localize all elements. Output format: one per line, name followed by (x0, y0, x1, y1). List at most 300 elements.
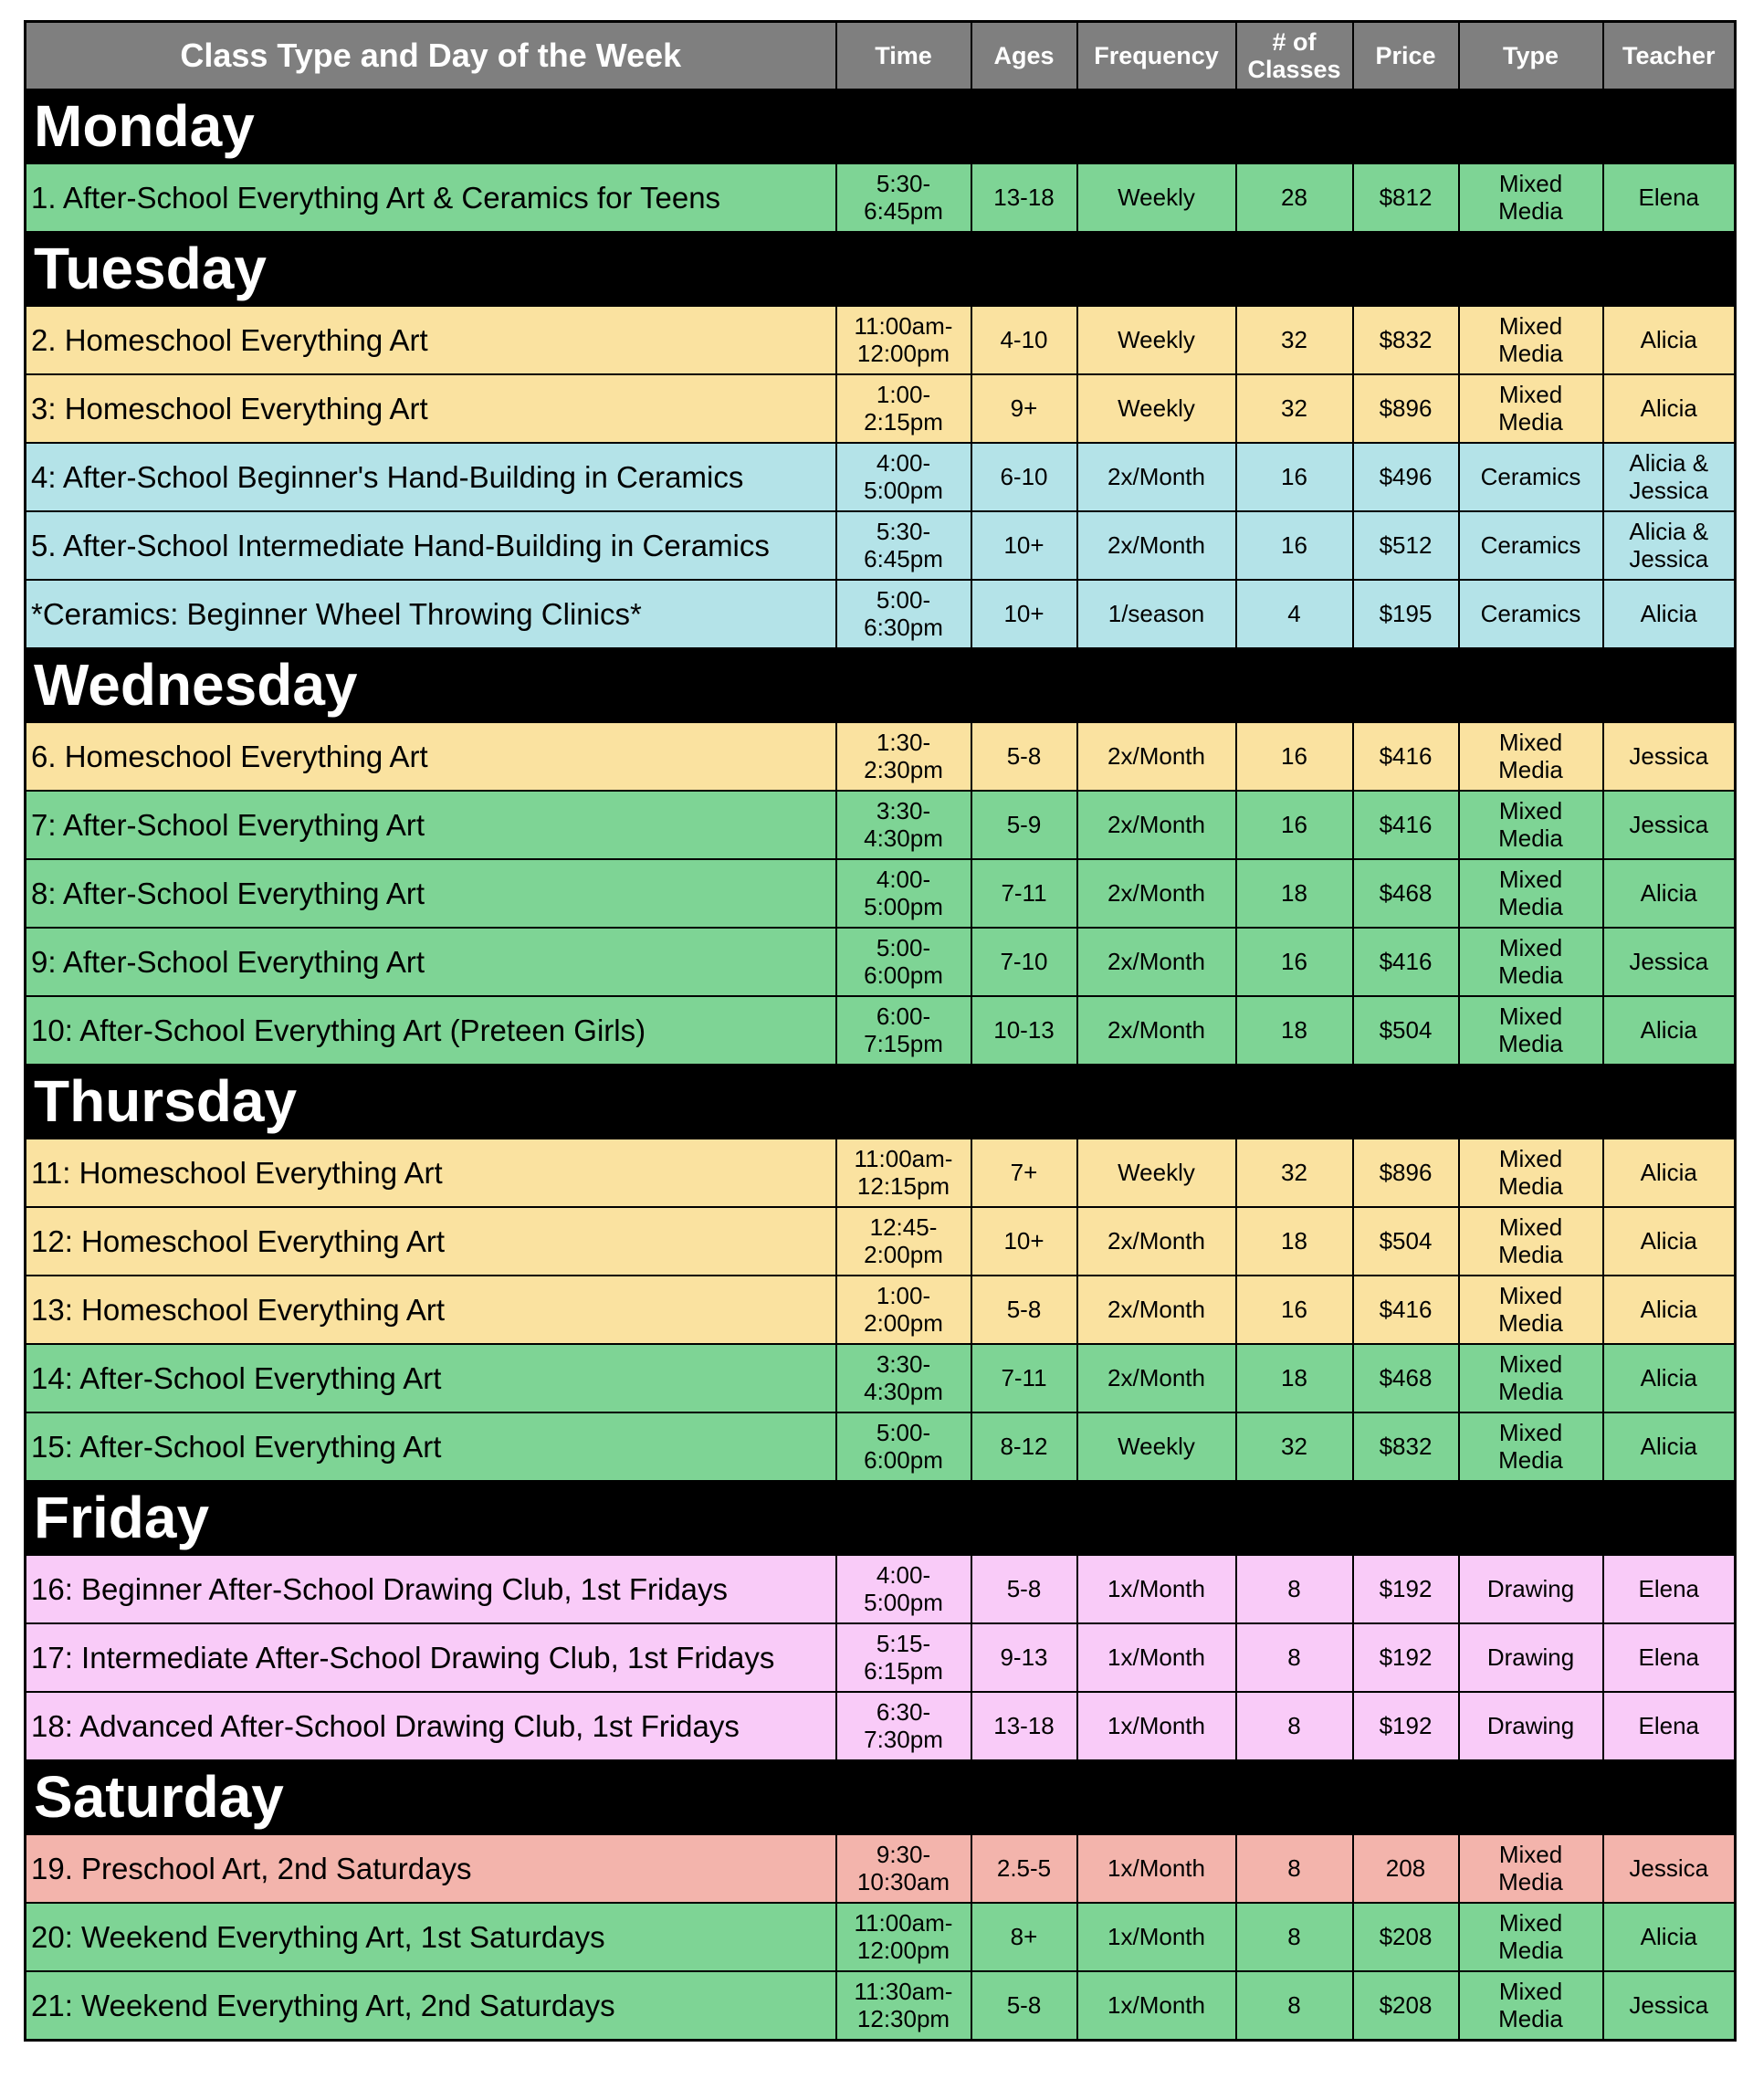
class-type (1459, 1412, 1603, 1481)
time-start: 5:30- (876, 517, 931, 545)
type-line1: Mixed (1498, 1418, 1563, 1446)
time-start: 4:00- (876, 1560, 931, 1589)
class-ages: 7-11 (971, 1344, 1077, 1412)
class-type (1459, 1276, 1603, 1344)
type-line1: Mixed (1498, 1840, 1563, 1868)
class-type (1459, 1971, 1603, 2041)
class-frequency: 1x/Month (1077, 1623, 1236, 1692)
class-name: 11: Homeschool Everything Art (26, 1139, 836, 1207)
class-price: $192 (1353, 1555, 1459, 1623)
type-line2: Media (1498, 755, 1563, 783)
class-teacher: Alicia (1603, 1903, 1736, 1971)
class-teacher: Alicia (1603, 1276, 1736, 1344)
type-line1: Mixed (1498, 1977, 1563, 2005)
type-line1: Mixed (1498, 1908, 1563, 1937)
class-row (26, 511, 1736, 580)
class-price: 208 (1353, 1834, 1459, 1903)
class-frequency: 2x/Month (1077, 1344, 1236, 1412)
teacher-line2: Jessica (1629, 476, 1709, 504)
type-line2: Media (1498, 1308, 1563, 1337)
class-type (1459, 791, 1603, 859)
class-price: $812 (1353, 163, 1459, 232)
class-teacher: Elena (1603, 1623, 1736, 1692)
class-frequency: 1x/Month (1077, 1834, 1236, 1903)
time-end: 5:00pm (864, 476, 943, 504)
time-start: 11:00am- (854, 311, 953, 340)
class-count: 32 (1236, 1412, 1353, 1481)
class-time (836, 1971, 971, 2041)
class-row (26, 1971, 1736, 2041)
time-start: 5:00- (876, 933, 931, 961)
class-teacher (1603, 511, 1736, 580)
time-start: 12:45- (869, 1213, 938, 1241)
class-ages: 9+ (971, 374, 1077, 443)
class-price: $195 (1353, 580, 1459, 648)
class-row (26, 1412, 1736, 1481)
class-row (26, 163, 1736, 232)
time-start: 4:00- (876, 865, 931, 893)
day-heading: Wednesday (26, 648, 1736, 722)
header-row (26, 22, 1736, 90)
class-time (836, 722, 971, 791)
class-name: 5. After-School Intermediate Hand-Building in Ceramics (26, 511, 836, 580)
time-start: 5:00- (876, 1418, 931, 1446)
class-ages: 8+ (971, 1903, 1077, 1971)
class-time (836, 1692, 971, 1760)
header-type: Type (1459, 22, 1603, 90)
class-time (836, 580, 971, 648)
type-line2: Media (1498, 407, 1563, 436)
class-ages: 5-9 (971, 791, 1077, 859)
time-end: 10:30am (856, 1867, 950, 1895)
class-count: 16 (1236, 443, 1353, 511)
class-teacher: Alicia (1603, 580, 1736, 648)
class-ages: 8-12 (971, 1412, 1077, 1481)
day-heading: Thursday (26, 1065, 1736, 1139)
type-line2: Media (1498, 1171, 1563, 1200)
class-name: 7: After-School Everything Art (26, 791, 836, 859)
class-row (26, 374, 1736, 443)
time-end: 5:00pm (864, 892, 943, 920)
class-ages: 7-10 (971, 928, 1077, 996)
class-time (836, 306, 971, 374)
time-end: 4:30pm (864, 824, 943, 852)
type-line1: Mixed (1498, 380, 1563, 408)
class-price: $504 (1353, 996, 1459, 1065)
type-line1: Mixed (1498, 796, 1563, 824)
type-line2: Media (1498, 824, 1563, 852)
time-start: 5:30- (876, 169, 931, 197)
teacher-line2: Jessica (1629, 544, 1709, 572)
class-name: 1. After-School Everything Art & Ceramics for Teens (26, 163, 836, 232)
class-name: 16: Beginner After-School Drawing Club, 1st Fridays (26, 1555, 836, 1623)
header-frequency: Frequency (1077, 22, 1236, 90)
time-start: 1:00- (876, 1281, 931, 1309)
time-end: 6:00pm (864, 961, 943, 989)
class-time (836, 1412, 971, 1481)
class-ages: 5-8 (971, 722, 1077, 791)
class-type (1459, 1834, 1603, 1903)
time-start: 5:15- (876, 1629, 931, 1657)
class-row (26, 1623, 1736, 1692)
class-frequency: 2x/Month (1077, 511, 1236, 580)
time-end: 6:45pm (864, 196, 943, 225)
class-time (836, 1555, 971, 1623)
class-type (1459, 1903, 1603, 1971)
class-ages: 6-10 (971, 443, 1077, 511)
class-type: Ceramics (1459, 580, 1603, 648)
class-time (836, 1276, 971, 1344)
class-row (26, 928, 1736, 996)
class-type: Ceramics (1459, 443, 1603, 511)
class-count: 32 (1236, 306, 1353, 374)
type-line1: Mixed (1498, 1002, 1563, 1030)
class-frequency: Weekly (1077, 1412, 1236, 1481)
teacher-line1: Alicia & (1629, 517, 1709, 545)
type-line2: Media (1498, 961, 1563, 989)
header-teacher: Teacher (1603, 22, 1736, 90)
type-line2: Media (1498, 1029, 1563, 1057)
class-teacher: Alicia (1603, 996, 1736, 1065)
class-frequency: Weekly (1077, 374, 1236, 443)
class-row (26, 1903, 1736, 1971)
time-start: 1:00- (876, 380, 931, 408)
class-count: 18 (1236, 1207, 1353, 1276)
time-end: 4:30pm (864, 1377, 943, 1405)
class-frequency: Weekly (1077, 306, 1236, 374)
class-name: 15: After-School Everything Art (26, 1412, 836, 1481)
class-frequency: 2x/Month (1077, 722, 1236, 791)
time-start: 6:00- (876, 1002, 931, 1030)
class-count: 16 (1236, 791, 1353, 859)
class-name: 19. Preschool Art, 2nd Saturdays (26, 1834, 836, 1903)
class-count: 8 (1236, 1555, 1353, 1623)
class-count: 18 (1236, 859, 1353, 928)
schedule-body (26, 89, 1736, 2041)
type-line1: Mixed (1498, 865, 1563, 893)
type-line1: Mixed (1498, 169, 1563, 197)
header-num-line1: # of (1272, 27, 1317, 56)
class-teacher: Alicia (1603, 1207, 1736, 1276)
class-teacher (1603, 443, 1736, 511)
class-row (26, 1834, 1736, 1903)
class-row (26, 1276, 1736, 1344)
class-price: $896 (1353, 1139, 1459, 1207)
day-row (26, 232, 1736, 306)
class-count: 16 (1236, 722, 1353, 791)
class-teacher: Alicia (1603, 306, 1736, 374)
class-frequency: 2x/Month (1077, 859, 1236, 928)
class-type (1459, 928, 1603, 996)
class-frequency: 1x/Month (1077, 1971, 1236, 2041)
day-row (26, 648, 1736, 722)
day-row (26, 1760, 1736, 1834)
class-price: $416 (1353, 1276, 1459, 1344)
class-ages: 9-13 (971, 1623, 1077, 1692)
class-row (26, 1207, 1736, 1276)
class-teacher: Elena (1603, 1555, 1736, 1623)
class-time (836, 996, 971, 1065)
class-count: 32 (1236, 1139, 1353, 1207)
time-end: 2:30pm (864, 755, 943, 783)
time-end: 7:30pm (864, 1725, 943, 1753)
class-time (836, 791, 971, 859)
class-type: Drawing (1459, 1555, 1603, 1623)
class-frequency: 2x/Month (1077, 1276, 1236, 1344)
class-time (836, 1344, 971, 1412)
header-class-type: Class Type and Day of the Week (26, 22, 836, 90)
class-name: 18: Advanced After-School Drawing Club, 1st Fridays (26, 1692, 836, 1760)
class-count: 16 (1236, 928, 1353, 996)
class-time (836, 163, 971, 232)
class-count: 32 (1236, 374, 1353, 443)
class-price: $416 (1353, 791, 1459, 859)
class-time (836, 1139, 971, 1207)
class-name: 2. Homeschool Everything Art (26, 306, 836, 374)
type-line2: Media (1498, 1936, 1563, 1964)
class-time (836, 1903, 971, 1971)
time-end: 2:15pm (864, 407, 943, 436)
header-price: Price (1353, 22, 1459, 90)
time-end: 12:15pm (856, 1171, 950, 1200)
class-row (26, 1139, 1736, 1207)
class-type: Drawing (1459, 1692, 1603, 1760)
time-end: 12:00pm (856, 339, 950, 367)
type-line2: Media (1498, 1445, 1563, 1474)
class-row (26, 791, 1736, 859)
class-count: 18 (1236, 996, 1353, 1065)
class-price: $504 (1353, 1207, 1459, 1276)
class-ages: 10+ (971, 511, 1077, 580)
day-heading: Monday (26, 89, 1736, 163)
class-ages: 10-13 (971, 996, 1077, 1065)
class-row (26, 1555, 1736, 1623)
type-line2: Media (1498, 2004, 1563, 2032)
class-price: $468 (1353, 1344, 1459, 1412)
class-frequency: Weekly (1077, 163, 1236, 232)
class-count: 16 (1236, 1276, 1353, 1344)
class-frequency: 2x/Month (1077, 928, 1236, 996)
class-price: $208 (1353, 1971, 1459, 2041)
class-ages: 4-10 (971, 306, 1077, 374)
class-name: 6. Homeschool Everything Art (26, 722, 836, 791)
class-frequency: 2x/Month (1077, 443, 1236, 511)
class-ages: 13-18 (971, 163, 1077, 232)
class-count: 4 (1236, 580, 1353, 648)
time-end: 5:00pm (864, 1588, 943, 1616)
class-time (836, 511, 971, 580)
time-start: 5:00- (876, 585, 931, 614)
type-line2: Media (1498, 892, 1563, 920)
time-end: 6:15pm (864, 1656, 943, 1685)
class-type (1459, 306, 1603, 374)
class-time (836, 928, 971, 996)
class-ages: 5-8 (971, 1276, 1077, 1344)
class-row (26, 722, 1736, 791)
schedule-sheet (24, 20, 1734, 2042)
time-end: 12:00pm (856, 1936, 950, 1964)
class-time (836, 374, 971, 443)
class-count: 28 (1236, 163, 1353, 232)
class-frequency: 2x/Month (1077, 1207, 1236, 1276)
class-type (1459, 722, 1603, 791)
type-line2: Media (1498, 1377, 1563, 1405)
class-teacher: Alicia (1603, 374, 1736, 443)
time-end: 2:00pm (864, 1308, 943, 1337)
class-price: $496 (1353, 443, 1459, 511)
class-teacher: Jessica (1603, 1834, 1736, 1903)
class-frequency: 2x/Month (1077, 996, 1236, 1065)
class-teacher: Jessica (1603, 791, 1736, 859)
class-name: 21: Weekend Everything Art, 2nd Saturdays (26, 1971, 836, 2041)
time-start: 3:30- (876, 1349, 931, 1378)
class-type: Drawing (1459, 1623, 1603, 1692)
class-row (26, 580, 1736, 648)
type-line1: Mixed (1498, 1281, 1563, 1309)
time-start: 3:30- (876, 796, 931, 824)
class-name: 13: Homeschool Everything Art (26, 1276, 836, 1344)
class-time (836, 1834, 971, 1903)
class-time (836, 443, 971, 511)
class-name: 12: Homeschool Everything Art (26, 1207, 836, 1276)
class-ages: 5-8 (971, 1971, 1077, 2041)
class-row (26, 1344, 1736, 1412)
class-count: 18 (1236, 1344, 1353, 1412)
class-ages: 13-18 (971, 1692, 1077, 1760)
class-name: 8: After-School Everything Art (26, 859, 836, 928)
day-row (26, 89, 1736, 163)
time-start: 1:30- (876, 728, 931, 756)
time-end: 6:00pm (864, 1445, 943, 1474)
class-price: $468 (1353, 859, 1459, 928)
class-name: 3: Homeschool Everything Art (26, 374, 836, 443)
class-name: 14: After-School Everything Art (26, 1344, 836, 1412)
class-count: 8 (1236, 1903, 1353, 1971)
class-type (1459, 1139, 1603, 1207)
time-start: 6:30- (876, 1697, 931, 1726)
type-line2: Media (1498, 339, 1563, 367)
class-type (1459, 1207, 1603, 1276)
class-type (1459, 374, 1603, 443)
class-frequency: 2x/Month (1077, 791, 1236, 859)
class-time (836, 1623, 971, 1692)
class-ages: 5-8 (971, 1555, 1077, 1623)
class-frequency: 1x/Month (1077, 1692, 1236, 1760)
class-teacher: Elena (1603, 163, 1736, 232)
time-start: 4:00- (876, 448, 931, 477)
time-end: 2:00pm (864, 1240, 943, 1268)
type-line2: Media (1498, 1867, 1563, 1895)
class-type: Ceramics (1459, 511, 1603, 580)
class-count: 16 (1236, 511, 1353, 580)
class-name: 20: Weekend Everything Art, 1st Saturdays (26, 1903, 836, 1971)
class-type (1459, 859, 1603, 928)
class-type (1459, 1344, 1603, 1412)
class-name: 17: Intermediate After-School Drawing Club, 1st Fridays (26, 1623, 836, 1692)
type-line1: Mixed (1498, 728, 1563, 756)
class-teacher: Jessica (1603, 928, 1736, 996)
class-name: 9: After-School Everything Art (26, 928, 836, 996)
class-name: 10: After-School Everything Art (Preteen Girls) (26, 996, 836, 1065)
class-count: 8 (1236, 1971, 1353, 2041)
class-count: 8 (1236, 1834, 1353, 1903)
type-line1: Mixed (1498, 1213, 1563, 1241)
class-type (1459, 996, 1603, 1065)
class-ages: 10+ (971, 580, 1077, 648)
class-teacher: Alicia (1603, 859, 1736, 928)
class-type (1459, 163, 1603, 232)
class-price: $416 (1353, 928, 1459, 996)
class-time (836, 1207, 971, 1276)
class-teacher: Alicia (1603, 1344, 1736, 1412)
type-line2: Media (1498, 1240, 1563, 1268)
type-line1: Mixed (1498, 1144, 1563, 1172)
class-row (26, 306, 1736, 374)
time-start: 11:00am- (854, 1908, 953, 1937)
type-line2: Media (1498, 196, 1563, 225)
class-frequency: Weekly (1077, 1139, 1236, 1207)
class-count: 8 (1236, 1692, 1353, 1760)
header-num-line2: Classes (1247, 56, 1341, 83)
day-row (26, 1481, 1736, 1555)
class-price: $832 (1353, 306, 1459, 374)
class-ages: 10+ (971, 1207, 1077, 1276)
class-row (26, 859, 1736, 928)
class-frequency: 1x/Month (1077, 1903, 1236, 1971)
class-teacher: Jessica (1603, 1971, 1736, 2041)
time-start: 9:30- (876, 1840, 931, 1868)
class-teacher: Elena (1603, 1692, 1736, 1760)
time-end: 12:30pm (856, 2004, 950, 2032)
day-heading: Tuesday (26, 232, 1736, 306)
class-price: $832 (1353, 1412, 1459, 1481)
header-num-classes (1236, 22, 1353, 90)
class-price: $208 (1353, 1903, 1459, 1971)
class-row (26, 1692, 1736, 1760)
class-teacher: Alicia (1603, 1412, 1736, 1481)
class-row (26, 996, 1736, 1065)
class-name: *Ceramics: Beginner Wheel Throwing Clinics* (26, 580, 836, 648)
class-price: $512 (1353, 511, 1459, 580)
class-price: $192 (1353, 1692, 1459, 1760)
day-heading: Friday (26, 1481, 1736, 1555)
class-count: 8 (1236, 1623, 1353, 1692)
class-teacher: Jessica (1603, 722, 1736, 791)
time-start: 11:30am- (854, 1977, 953, 2005)
class-ages: 7-11 (971, 859, 1077, 928)
teacher-line1: Alicia & (1629, 448, 1709, 477)
class-teacher: Alicia (1603, 1139, 1736, 1207)
class-frequency: 1/season (1077, 580, 1236, 648)
class-price: $896 (1353, 374, 1459, 443)
class-schedule-table (24, 20, 1737, 2042)
class-frequency: 1x/Month (1077, 1555, 1236, 1623)
time-end: 6:30pm (864, 613, 943, 641)
type-line1: Mixed (1498, 311, 1563, 340)
class-row (26, 443, 1736, 511)
type-line1: Mixed (1498, 1349, 1563, 1378)
day-heading: Saturday (26, 1760, 1736, 1834)
header-ages: Ages (971, 22, 1077, 90)
class-price: $192 (1353, 1623, 1459, 1692)
day-row (26, 1065, 1736, 1139)
class-time (836, 859, 971, 928)
class-name: 4: After-School Beginner's Hand-Building in Ceramics (26, 443, 836, 511)
class-ages: 2.5-5 (971, 1834, 1077, 1903)
class-price: $416 (1353, 722, 1459, 791)
header-time: Time (836, 22, 971, 90)
time-end: 6:45pm (864, 544, 943, 572)
